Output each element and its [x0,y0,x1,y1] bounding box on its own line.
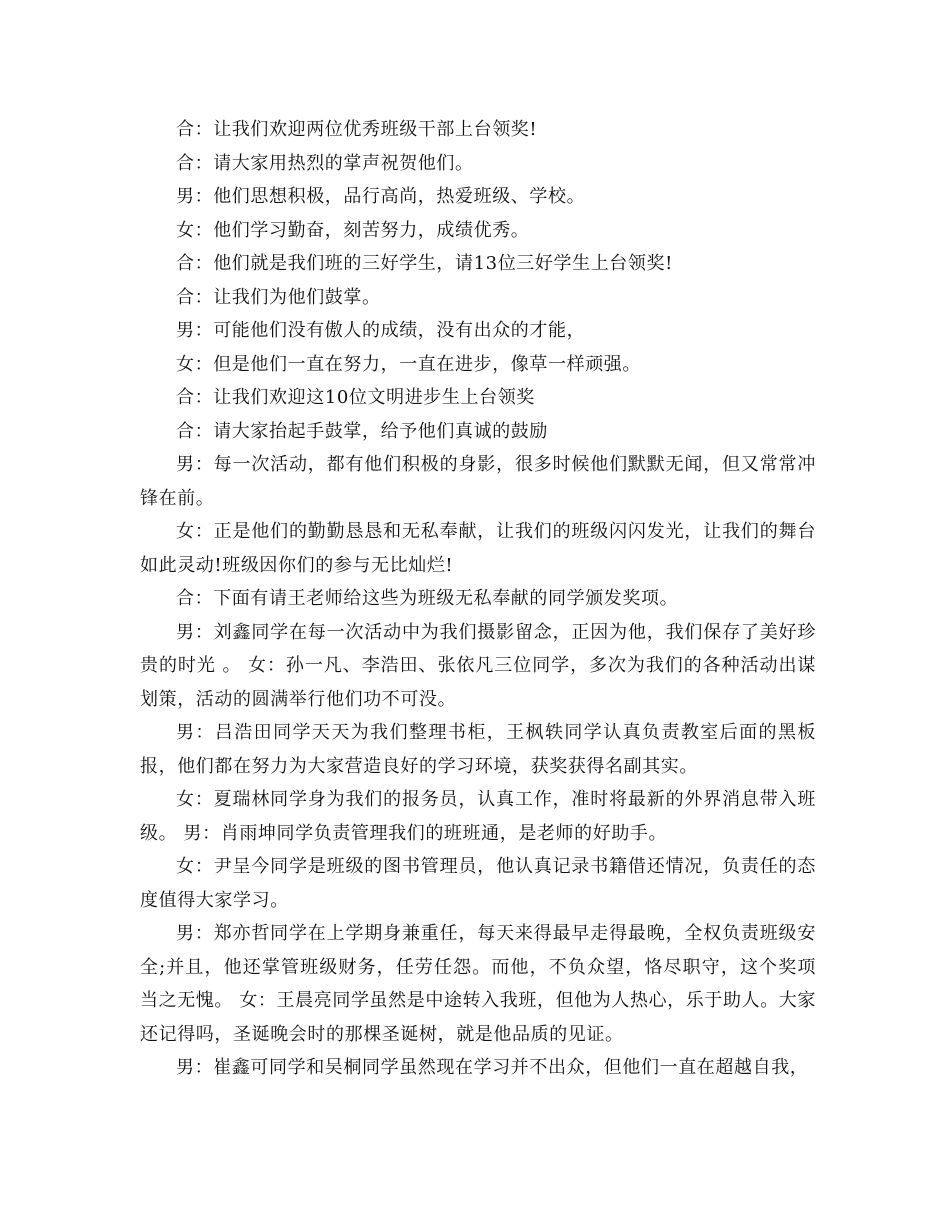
paragraph: 合：请大家用热烈的掌声祝贺他们。 [176,152,474,174]
paragraph: 男：每一次活动，都有他们积极的身影，很多时候他们默默无闻，但又常常冲锋在前。 [140,454,816,509]
paragraph: 男：吕浩田同学天天为我们整理书柜，王枫轶同学认真负责教室后面的黑板报，他们都在努力为大家营造良好的学习环境，获奖获得名副其实。 [140,722,816,777]
paragraph: 男：可能他们没有傲人的成绩，没有出众的才能， [176,320,586,341]
paragraph: 男：刘鑫同学在每一次活动中为我们摄影留念，正因为他，我们保存了美好珍贵的时光 。 女：孙一凡、李浩田、张依凡三位同学，多次为我们的各种活动出谋划策，活动的圆满举行他们功不可没。 [140,621,816,710]
paragraph: 男：郑亦哲同学在上学期身兼重任，每天来得最早走得最晚，全权负责班级安全;并且，他还掌管班级财务，任劳任怨。而他，不负众望，恪尽职守，这个奖项当之无愧。 女：王晨亮同学虽然是中途转入我班，但他为人热心，乐于助人。大家还记得吗，圣诞晚会时的那棵圣诞树，就是他品质的见证。 [140,923,816,1045]
paragraph: 女：他们学习勤奋，刻苦努力，成绩优秀。 [176,219,530,241]
paragraph: 男：他们思想积极，品行高尚，热爱班级、学校。 [176,186,586,207]
paragraph: 合：他们就是我们班的三好学生，请13位三好学生上台领奖! [176,253,673,274]
paragraph: 合：下面有请王老师给这些为班级无私奉献的同学颁发奖项。 [176,588,679,609]
paragraph: 女：尹呈今同学是班级的图书管理员，他认真记录书籍借还情况，负责任的态度值得大家学习。 [140,856,816,911]
paragraph: 女：夏瑞林同学身为我们的报务员，认真工作，准时将最新的外界消息带入班级。 男：肖雨坤同学负责管理我们的班班通，是老师的好助手。 [140,789,816,844]
paragraph: 合：让我们为他们鼓掌。 [176,286,381,308]
paragraph: 男：崔鑫可同学和吴桐同学虽然现在学习并不出众，但他们一直在超越自我， [176,1057,809,1078]
paragraph: 合：让我们欢迎两位优秀班级干部上台领奖! [176,119,538,140]
paragraph: 合：让我们欢迎这10位文明进步生上台领奖 [176,387,535,408]
paragraph: 女：正是他们的勤勤恳恳和无私奉献，让我们的班级闪闪发光，让我们的舞台如此灵动!班级因你们的参与无比灿烂! [140,521,816,576]
document-body [140,113,816,1085]
paragraph: 合：请大家抬起手鼓掌，给予他们真诚的鼓励 [176,420,548,442]
paragraph: 女：但是他们一直在努力，一直在进步，像草一样顽强。 [176,353,641,375]
